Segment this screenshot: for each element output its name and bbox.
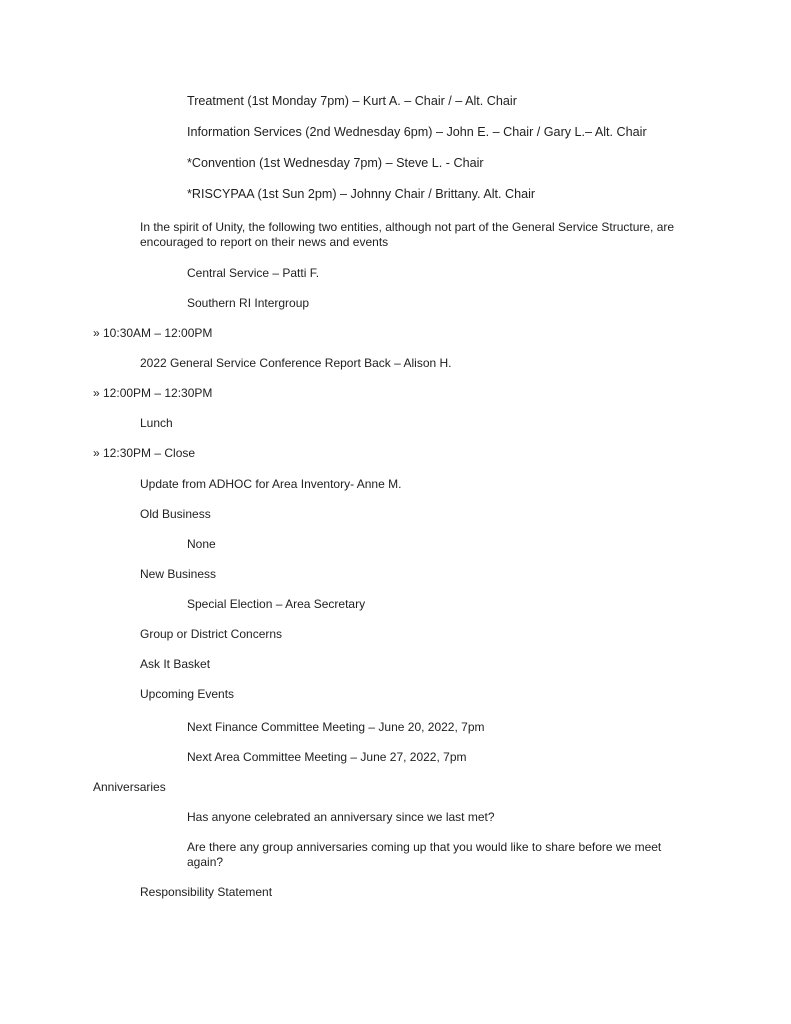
committee-riscypaa: *RISCYPAA (1st Sun 2pm) – Johnny Chair / Brittany. Alt. Chair	[187, 187, 536, 201]
area-meeting-item: Next Area Committee Meeting – June 27, 2022, 7pm	[187, 750, 467, 764]
adhoc-update-item: Update from ADHOC for Area Inventory- Anne M.	[140, 477, 402, 491]
entity-southern-ri-intergroup: Southern RI Intergroup	[187, 296, 310, 310]
group-concerns-item: Group or District Concerns	[140, 627, 283, 641]
conference-report-item: 2022 General Service Conference Report Back – Alison H.	[140, 356, 452, 370]
entity-central-service: Central Service – Patti F.	[187, 266, 320, 280]
old-business-none: None	[187, 537, 216, 551]
lunch-item: Lunch	[140, 416, 173, 430]
schedule-time-2: » 12:00PM – 12:30PM	[93, 386, 213, 400]
unity-note: In the spirit of Unity, the following two entities, although not part of the General Service Structure, are encouraged to report on their news and events	[140, 220, 675, 249]
anniversary-question-1: Has anyone celebrated an anniversary since we last met?	[187, 810, 495, 824]
committee-treatment: Treatment (1st Monday 7pm) – Kurt A. – Chair / – Alt. Chair	[187, 94, 517, 108]
schedule-time-1: » 10:30AM – 12:00PM	[93, 326, 213, 340]
special-election-item: Special Election – Area Secretary	[187, 597, 366, 611]
new-business-heading: New Business	[140, 567, 217, 581]
upcoming-events-heading: Upcoming Events	[140, 687, 235, 701]
anniversaries-heading: Anniversaries	[93, 780, 166, 794]
responsibility-statement: Responsibility Statement	[140, 885, 273, 899]
committee-convention: *Convention (1st Wednesday 7pm) – Steve L. - Chair	[187, 156, 484, 170]
old-business-heading: Old Business	[140, 507, 211, 521]
schedule-time-3: » 12:30PM – Close	[93, 446, 196, 460]
ask-it-basket-item: Ask It Basket	[140, 657, 211, 671]
finance-meeting-item: Next Finance Committee Meeting – June 20, 2022, 7pm	[187, 720, 485, 734]
committee-information-services: Information Services (2nd Wednesday 6pm) – John E. – Chair / Gary L.– Alt. Chair	[187, 125, 647, 139]
anniversary-question-2: Are there any group anniversaries coming up that you would like to share before we meet again?	[187, 840, 662, 869]
